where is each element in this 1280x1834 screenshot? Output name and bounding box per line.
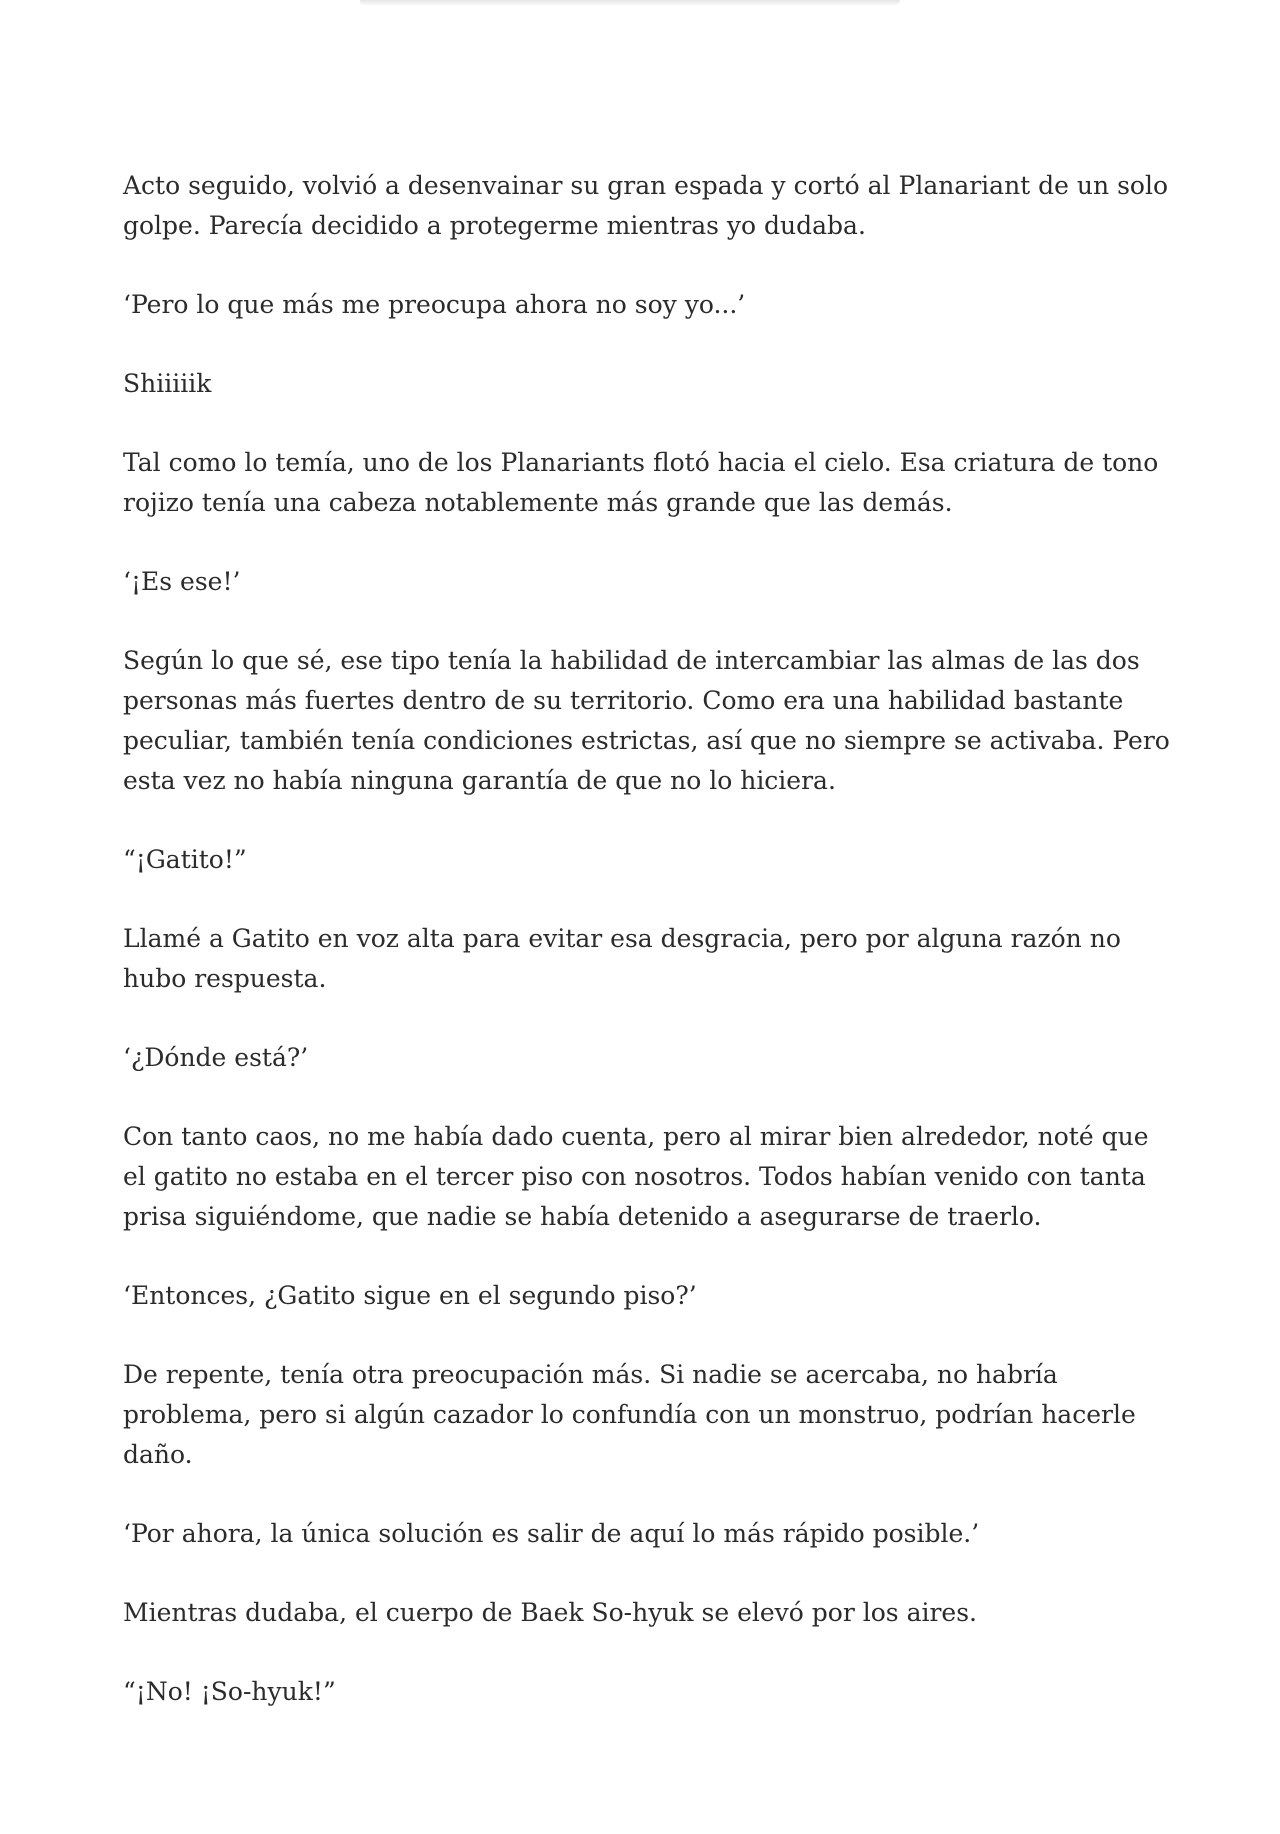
paragraph: Shiiiiik (123, 369, 212, 398)
top-edge-shadow (360, 0, 900, 6)
paragraph: Con tanto caos, no me había dado cuenta, pero al mirar bien alrededor, noté que el gatito no estaba en el tercer piso con nosotros. Todos habían venido con tanta prisa siguiéndome, que nadie se había detenido a asegurarse de traerlo. (123, 1122, 1149, 1231)
paragraph: ‘Pero lo que más me preocupa ahora no soy yo...’ (123, 290, 746, 319)
paragraph: ‘Entonces, ¿Gatito sigue en el segundo piso?’ (123, 1281, 697, 1310)
paragraph: ‘¡Es ese!’ (123, 567, 241, 596)
paragraph: ‘Por ahora, la única solución es salir de aquí lo más rápido posible.’ (123, 1519, 980, 1548)
paragraph: Acto seguido, volvió a desenvainar su gran espada y cortó al Planariant de un solo golpe. Parecía decidido a protegerme mientras yo dudaba. (123, 171, 1168, 240)
paragraph: Mientras dudaba, el cuerpo de Baek So-hyuk se elevó por los aires. (123, 1598, 978, 1627)
paragraph: “¡Gatito!” (123, 845, 247, 874)
paragraph: Según lo que sé, ese tipo tenía la habilidad de intercambiar las almas de las dos personas más fuertes dentro de su territorio. Como era una habilidad bastante peculiar, también tenía condiciones estrictas, así que no siempre se activaba. Pero esta vez no había ninguna garantía de que no lo hiciera. (123, 646, 1170, 795)
paragraph: Tal como lo temía, uno de los Planariants flotó hacia el cielo. Esa criatura de tono rojizo tenía una cabeza notablemente más grande que las demás. (123, 448, 1159, 517)
document-body (123, 166, 1173, 1751)
paragraph: “¡No! ¡So-hyuk!” (123, 1677, 336, 1706)
paragraph: De repente, tenía otra preocupación más. Si nadie se acercaba, no habría problema, pero si algún cazador lo confundía con un monstruo, podrían hacerle daño. (123, 1360, 1136, 1469)
paragraph: ‘¿Dónde está?’ (123, 1043, 309, 1072)
paragraph: Llamé a Gatito en voz alta para evitar esa desgracia, pero por alguna razón no hubo respuesta. (123, 924, 1121, 993)
